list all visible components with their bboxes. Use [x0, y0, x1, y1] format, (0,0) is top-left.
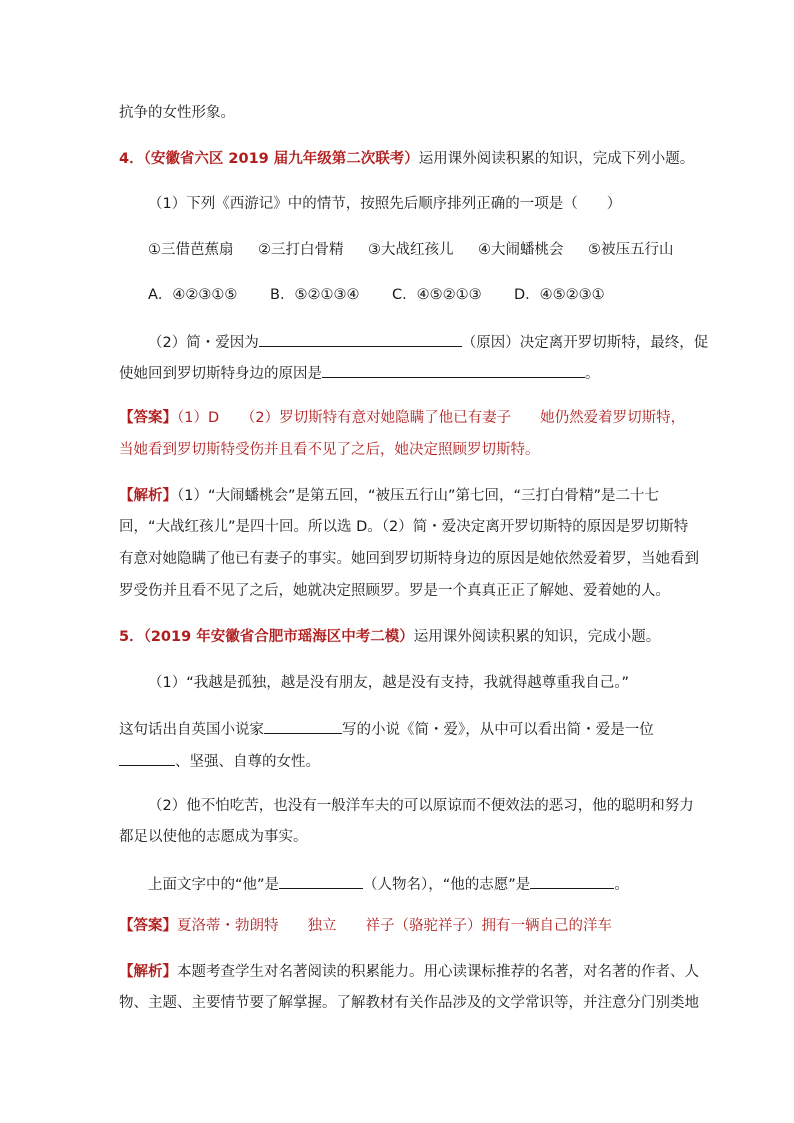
q4-analysis	[119, 486, 659, 506]
q4-analysis-line4: 罗受伤并且看不见了之后，她就决定照顾罗。罗是一个真真正正了解她、爱着她的人。	[119, 583, 670, 599]
q5-sub2-line2: 都足以使他的志愿成为事实。	[119, 829, 308, 845]
analysis-text: （1）“大闹蟠桃会”是第五回，“被压五行山”第七回，“三打白骨精”是二十七	[177, 488, 660, 504]
analysis-text: 本题考查学生对名著阅读的积累能力。用心读课标推荐的名著，对名著的作者、人	[177, 964, 699, 980]
q4-answer	[119, 408, 685, 428]
q5-text: 上面文字中的“他”是	[148, 877, 280, 893]
q5-text: 。	[614, 877, 629, 893]
q5-text: 这句话出自英国小说家	[119, 722, 264, 738]
sub2-text: 。	[585, 366, 600, 382]
intro-tail: 抗争的女性形象。	[119, 105, 235, 121]
q4-sub1: （1）下列《西游记》中的情节，按照先后顺序排列正确的一项是（ ）	[148, 196, 622, 212]
q5-analysis	[119, 962, 699, 982]
option-c: C．④⑤②①③	[392, 287, 482, 303]
q5-text: 、坚强、自尊的女性。	[175, 754, 320, 770]
q5-answer	[119, 916, 612, 936]
sub2-text: 使她回到罗切斯特身边的原因是	[119, 366, 322, 382]
analysis-label: 【解析】	[119, 488, 177, 504]
item: ⑤被压五行山	[588, 242, 674, 258]
question-4-header	[119, 149, 694, 169]
question-number: 5．	[119, 629, 144, 645]
item: ②三打白骨精	[258, 242, 344, 258]
answer-label: 【答案】	[119, 918, 177, 934]
q4-analysis-line3: 有意对她隐瞒了他已有妻子的事实。她回到罗切斯特身边的原因是她依然爱着罗，当她看到	[119, 551, 699, 567]
q4-sub2-line2	[119, 362, 600, 384]
option-d: D．④⑤②③①	[514, 287, 605, 303]
question-source: （安徽省六区 2019 届九年级第二次联考）	[143, 151, 419, 167]
q5-text: 写的小说《简・爱》，从中可以看出简・爱是一位	[342, 722, 654, 738]
question-5-header	[119, 627, 660, 647]
q5-text: （人物名），“他的志愿”是	[363, 877, 531, 893]
q4-sub2-line1	[148, 331, 708, 353]
answer-blank[interactable]	[259, 331, 462, 347]
answer-label: 【答案】	[119, 410, 177, 426]
item: ③大战红孩儿	[368, 242, 454, 258]
sub2-text: （2）简・爱因为	[148, 335, 259, 351]
answer-blank[interactable]	[279, 873, 363, 889]
question-number: 4．	[119, 151, 144, 167]
answer-text: 夏洛蒂・勃朗特 独立 祥子（骆驼祥子）拥有一辆自己的洋车	[177, 918, 612, 934]
answer-blank[interactable]	[264, 718, 342, 734]
sub2-text: （原因）决定离开罗切斯特，最终，促	[461, 335, 709, 351]
analysis-label: 【解析】	[119, 964, 177, 980]
answer-blank[interactable]	[119, 750, 175, 766]
q4-options	[148, 285, 605, 305]
option-b: B．⑤②①③④	[270, 287, 360, 303]
q5-sub1: （1）“我越是孤独，越是没有朋友，越是没有支持，我就得越尊重我自己。”	[148, 675, 629, 691]
item: ④大闹蟠桃会	[478, 242, 564, 258]
item: ①三借芭蕉扇	[148, 242, 234, 258]
q5-sub2-line1: （2）他不怕吃苦，也没有一般洋车夫的可以原谅而不便效法的恶习，他的聪明和努力	[148, 798, 694, 814]
q5-analysis-line2: 物、主题、主要情节要了解掌握。了解教材有关作品涉及的文学常识等，并注意分门别类地	[119, 995, 699, 1011]
q4-items	[148, 240, 674, 260]
option-a: A．④②③①⑤	[148, 287, 238, 303]
q4-answer-line2: 当她看到罗切斯特受伤并且看不见了之后，她决定照顾罗切斯特。	[119, 442, 540, 458]
q5-line-a	[119, 718, 654, 740]
q5-line-b	[119, 750, 320, 772]
question-source: （2019 年安徽省合肥市瑶海区中考二模）	[143, 629, 414, 645]
q5-line-c	[148, 873, 629, 895]
answer-blank[interactable]	[322, 362, 585, 378]
answer-text: （1）D （2）罗切斯特有意对她隐瞒了他已有妻子 她仍然爱着罗切斯特，	[177, 410, 686, 426]
answer-blank[interactable]	[530, 873, 614, 889]
question-prompt: 运用课外阅读积累的知识，完成下列小题。	[418, 151, 695, 167]
q4-analysis-line2: 回，“大战红孩儿”是四十回。所以选 D。（2）简・爱决定离开罗切斯特的原因是罗切斯特	[119, 519, 689, 535]
question-prompt: 运用课外阅读积累的知识，完成小题。	[413, 629, 661, 645]
